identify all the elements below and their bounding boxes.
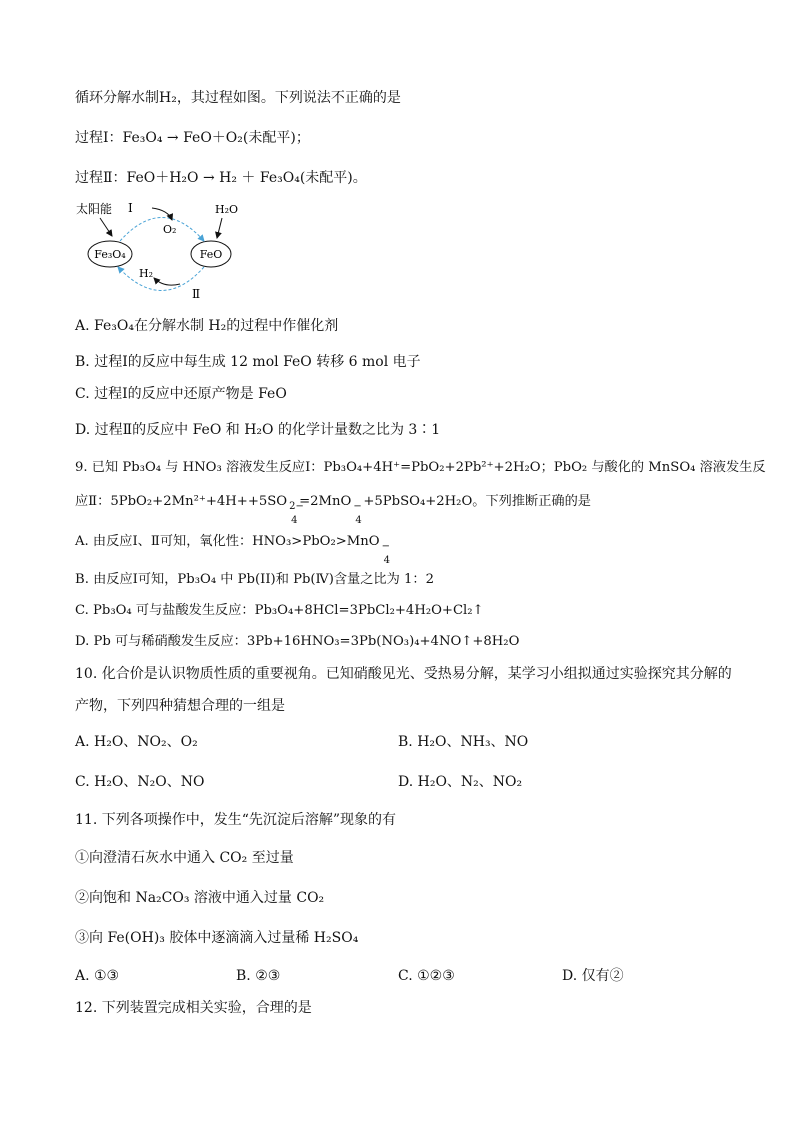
h2o-input-arrow: [217, 218, 222, 238]
q8-option-a: A. Fe₃O₄在分解水制 H₂的过程中作催化剂: [75, 318, 339, 334]
q12-stem: 12. 下列装置完成相关实验，合理的是: [75, 1000, 312, 1016]
q9-stem-line2: 应Ⅱ：5PbO₂+2Mn²⁺+4H++5SO 2− 4 =2MnO − 4 +5PbSO₄+2H₂O。下列推断正确的是: [75, 494, 591, 526]
q10-stem-line2: 产物，下列四种猜想合理的一组是: [75, 698, 285, 714]
q11-option-a: A. ①③: [75, 968, 120, 984]
h2-release-arrow: [154, 278, 180, 285]
q9-option-b: B. 由反应Ⅰ可知，Pb₃O₄ 中 Pb(II)和 Pb(Ⅳ)含量之比为 1：2: [75, 572, 434, 587]
q8-option-c: C. 过程Ⅰ的反应中还原产物是 FeO: [75, 386, 287, 402]
water-splitting-cycle-diagram: [72, 196, 252, 304]
step1-arc: [120, 218, 204, 242]
q11-option-d: D. 仅有②: [562, 968, 624, 984]
q10-option-c: C. H₂O、N₂O、NO: [75, 774, 205, 790]
q8-intro: 循环分解水制H₂，其过程如图。下列说法不正确的是: [75, 90, 401, 106]
q9-option-a: A. 由反应Ⅰ、Ⅱ可知，氧化性：HNO₃>PbO₂>MnO − 4: [75, 534, 390, 566]
q9-option-c: C. Pb₃O₄ 可与盐酸发生反应：Pb₃O₄+8HCl=3PbCl₂+4H₂O+Cl₂↑: [75, 603, 484, 618]
q8-process2: 过程Ⅱ：FeO＋H₂O → H₂ ＋ Fe₃O₄(未配平)。: [75, 170, 367, 186]
q8-option-b: B. 过程Ⅰ的反应中每生成 12 mol FeO 转移 6 mol 电子: [75, 354, 421, 370]
q11-item-2: ②向饱和 Na₂CO₃ 溶液中通入过量 CO₂: [75, 890, 325, 906]
h2-label: H₂: [139, 267, 154, 280]
q10-option-b: B. H₂O、NH₃、NO: [398, 734, 529, 750]
q11-option-c: C. ①②③: [398, 968, 455, 984]
q11-item-3: ③向 Fe(OH)₃ 胶体中逐滴滴入过量稀 H₂SO₄: [75, 930, 359, 946]
step2-label: Ⅱ: [192, 287, 201, 301]
h2o-label: H₂O: [215, 203, 239, 216]
q8-option-d: D. 过程Ⅱ的反应中 FeO 和 H₂O 的化学计量数之比为 3∶1: [75, 422, 441, 438]
solar-energy-label: 太阳能: [76, 202, 113, 216]
o2-label: O₂: [163, 223, 177, 236]
fe3o4-label: Fe₃O₄: [94, 248, 126, 261]
q9-stem-line1: 9. 已知 Pb₃O₄ 与 HNO₃ 溶液发生反应Ⅰ：Pb₃O₄+4H⁺=PbO₂+2Pb²⁺+2H₂O；PbO₂ 与酸化的 MnSO₄ 溶液发生反: [75, 460, 766, 475]
solar-energy-arrow: [100, 218, 112, 236]
q10-option-a: A. H₂O、NO₂、O₂: [75, 734, 198, 750]
q10-option-d: D. H₂O、N₂、NO₂: [398, 774, 523, 790]
step1-label: Ⅰ: [128, 201, 133, 215]
q9-option-d: D. Pb 可与稀硝酸发生反应：3Pb+16HNO₃=3Pb(NO₃)₄+4NO↑+8H₂O: [75, 634, 520, 649]
feo-label: FeO: [199, 248, 223, 261]
q11-item-1: ①向澄清石灰水中通入 CO₂ 至过量: [75, 850, 294, 866]
q11-option-b: B. ②③: [236, 968, 281, 984]
q11-stem: 11. 下列各项操作中，发生“先沉淀后溶解”现象的有: [75, 812, 397, 828]
q8-process1: 过程Ⅰ：Fe₃O₄ → FeO＋O₂(未配平)；: [75, 130, 310, 146]
q10-stem-line1: 10. 化合价是认识物质性质的重要视角。已知硝酸见光、受热易分解，某学习小组拟通过实验探究其分解的: [75, 666, 732, 682]
